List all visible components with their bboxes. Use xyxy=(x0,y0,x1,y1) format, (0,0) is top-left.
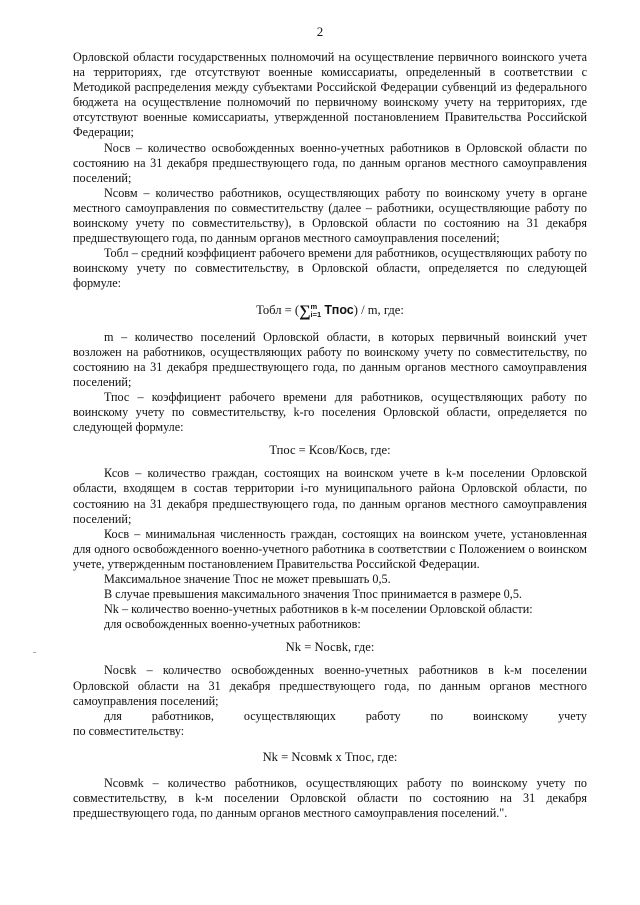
document-body xyxy=(73,50,587,821)
paragraph-nosvk-definition: Nосвk – количество освобожденных военно-учетных работников в k-м поселении Орловской области на 31 декабря предшествующего года, по данным органов местного самоуправления поселений; xyxy=(73,663,587,708)
paragraph-max-value: Максимальное значение Тпос не может превышать 0,5. xyxy=(104,572,391,586)
paragraph-ksov-definition: Ксов – количество граждан, состоящих на воинском учете в k-м поселении Орловской области, входящем в состав территории i-го муниципального района Орловской области, по состоянию на 31 декабря предшествующего года, по данным органов местного самоуправления поселений; xyxy=(73,466,587,526)
paragraph-parttime-continuation: по совместительству: xyxy=(73,723,185,738)
sum-limits xyxy=(311,303,322,319)
page-number: 2 xyxy=(316,24,324,39)
word: по xyxy=(430,708,444,723)
formula-tobl-term: Тпос xyxy=(324,302,354,317)
formula-tobl-lhs: Тобл = ( xyxy=(256,302,300,317)
paragraph-excess-value: В случае превышения максимального значения Тпос принимается в размере 0,5. xyxy=(104,587,522,602)
paragraph-released-workers: для освобожденных военно-учетных работников: xyxy=(104,617,361,632)
formula-tobl xyxy=(73,303,587,319)
sum-symbol: ∑ xyxy=(299,302,311,320)
paragraph-tpos-definition: Тпос – коэффициент рабочего времени для работников, осуществляющих работу по воинскому учету по совместительству, k-го поселения Орловской области, определяется по следующей формуле: xyxy=(73,389,587,435)
word: работу xyxy=(365,708,401,723)
margin-mark xyxy=(33,652,36,653)
word: воинскому xyxy=(472,708,529,723)
word: работников, xyxy=(151,708,214,723)
word: осуществляющих xyxy=(243,708,336,723)
formula-tobl-rhs: ) / m, где: xyxy=(353,302,404,317)
sum-upper-limit: m xyxy=(310,301,318,311)
paragraph-nsovmk-definition: Nсовмk – количество работников, осуществляющих работу по воинскому учету по совместительству, в k-м поселении Орловской области по состоянию на 31 декабря предшествующего года, по данным органов местного самоуправления поселений.". xyxy=(73,776,587,821)
formula-nk-released: Nk = Nосвk, где: xyxy=(285,640,375,655)
formula-tpos: Тпос = Ксов/Косв, где: xyxy=(269,443,391,458)
word: учету xyxy=(558,708,587,723)
paragraph-kosv-definition: Косв – минимальная численность граждан, состоящих на воинском учете, установленная для одного освобожденного военно-учетного работника в соответствии с Положением о воинском учете, утвержденным постановлением Правительства Российской Федерации. xyxy=(73,526,587,571)
word: для xyxy=(104,708,122,723)
paragraph-continuation: Орловской области государственных полномочий на осуществление первичного воинского учета на территориях, где отсутствуют военные комиссариаты, определенный в соответствии с Методикой распределения между субъектами Российской Федерации субвенций из федерального бюджета на осуществление полномочий по первичному воинскому учету на территориях, где отсутствуют военные комиссариаты, утвержденной постановлением Правительства Российской Федерации; xyxy=(73,50,587,140)
paragraph-m-definition: m – количество поселений Орловской области, в которых первичный воинский учет возложен на работников, осуществляющих работу по воинскому учету по совместительству, по состоянию на 31 декабря предшествующего года, по данным органов местного самоуправления поселений; xyxy=(73,329,587,389)
paragraph-nosv-definition: Nосв – количество освобожденных военно-учетных работников в Орловской области по состоянию на 31 декабря предшествующего года, по данным органов местного самоуправления поселений; xyxy=(73,140,587,185)
paragraph-parttime-line xyxy=(73,709,587,724)
paragraph-tobl-definition: Тобл – средний коэффициент рабочего времени для работников, осуществляющих работу по воинскому учету по совместительству, в Орловской области, определяется по следующей формуле: xyxy=(73,246,587,291)
paragraph-nsovm-definition: Nсовм – количество работников, осуществляющих работу по воинскому учету в органе местного самоуправления по совместительству (далее – работники, осуществляющие работу по воинскому учету по совместительству), в Орловской области по состоянию на 31 декабря предшествующего года, по данным органов местного самоуправления поселений; xyxy=(73,185,587,246)
formula-nk-parttime: Nk = Nсовмk х Тпос, где: xyxy=(262,749,398,764)
paragraph-nk-definition: Nk – количество военно-учетных работников в k-м поселении Орловской области: xyxy=(104,602,533,617)
sum-lower-limit: i=1 xyxy=(310,309,322,319)
